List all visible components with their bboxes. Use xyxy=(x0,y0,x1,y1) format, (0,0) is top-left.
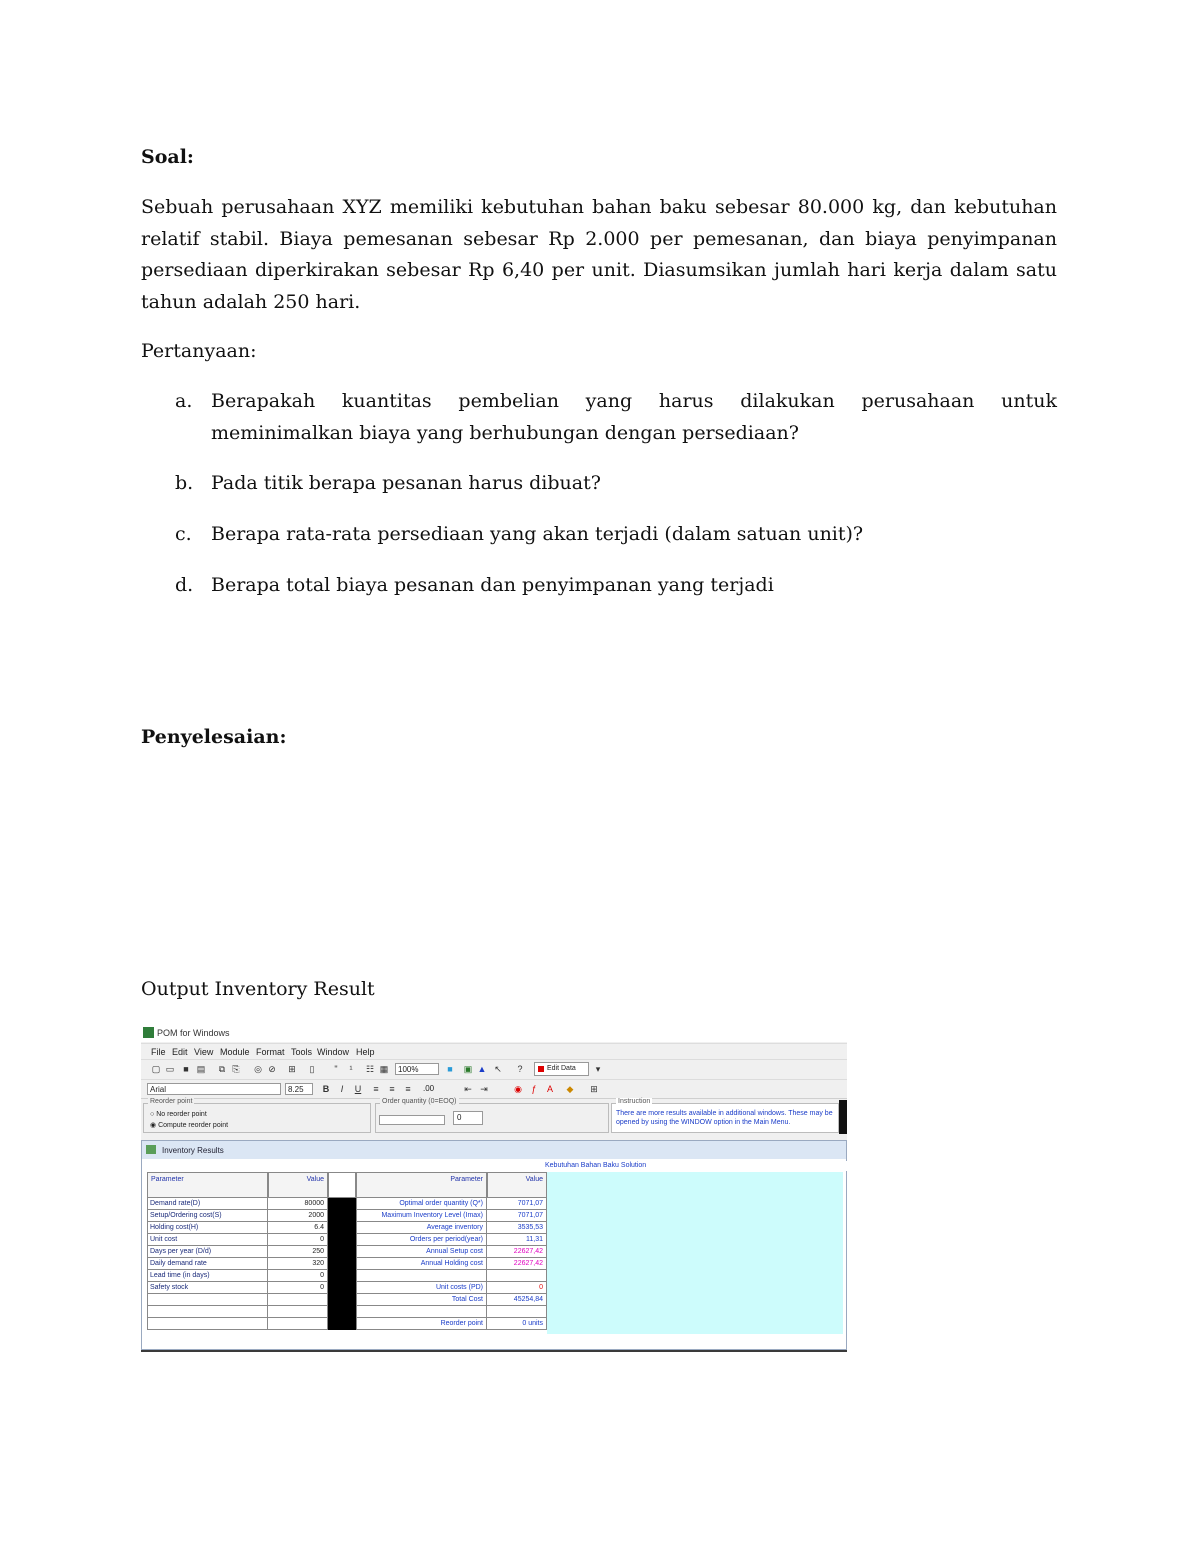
black-column xyxy=(328,1246,356,1258)
result-name xyxy=(356,1270,487,1282)
results-title: Inventory Results xyxy=(162,1146,224,1155)
no-reorder-radio[interactable]: ○ No reorder point xyxy=(150,1111,207,1118)
instruction-title: Instruction xyxy=(618,1098,651,1105)
chart-icon[interactable]: ■ xyxy=(447,1064,453,1074)
app-titlebar xyxy=(141,1024,847,1042)
result-value: 0 units xyxy=(487,1318,547,1330)
result-name: Orders per period(year) xyxy=(356,1234,487,1246)
cursor-icon[interactable]: ↖ xyxy=(494,1064,502,1074)
paste-icon[interactable]: ⎘ xyxy=(232,1064,240,1074)
triangle-icon[interactable]: ▲ xyxy=(477,1064,487,1074)
header-spacer xyxy=(328,1172,356,1198)
align-center-icon[interactable]: ≡ xyxy=(389,1084,395,1094)
soal-heading: Soal: xyxy=(141,146,194,168)
param-value[interactable] xyxy=(268,1306,328,1318)
stop-icon[interactable]: ⊘ xyxy=(268,1064,276,1074)
result-value: 3535,53 xyxy=(487,1222,547,1234)
param-name[interactable]: Setup/Ordering cost(S) xyxy=(147,1210,268,1222)
param-name[interactable] xyxy=(147,1318,268,1330)
sheet-icon[interactable]: ▦ xyxy=(379,1064,389,1074)
font-color-icon[interactable]: A xyxy=(546,1084,553,1094)
penyelesaian-heading: Penyelesaian: xyxy=(141,726,287,748)
result-name: Annual Setup cost xyxy=(356,1246,487,1258)
open-folder-icon[interactable]: ▭ xyxy=(165,1064,175,1074)
black-column xyxy=(328,1234,356,1246)
results-bottom-strip xyxy=(147,1334,843,1348)
copy-icon[interactable]: ⧉ xyxy=(218,1064,226,1074)
fill-color-icon[interactable]: ◆ xyxy=(566,1084,574,1094)
increase-decimal-icon[interactable]: ⇤ xyxy=(464,1084,472,1094)
solve-icon[interactable]: ◎ xyxy=(254,1064,262,1074)
black-column xyxy=(328,1210,356,1222)
param-name[interactable] xyxy=(147,1306,268,1318)
question-text: Pada titik berapa pesanan harus dibuat? xyxy=(211,472,601,494)
result-value: 7071,07 xyxy=(487,1198,547,1210)
calc-icon[interactable]: ▯ xyxy=(309,1064,315,1074)
bold-icon[interactable]: B xyxy=(322,1084,330,1094)
grid-icon[interactable]: ⊞ xyxy=(288,1064,296,1074)
result-name xyxy=(356,1306,487,1318)
decimal-format-select[interactable]: .00 xyxy=(423,1084,435,1093)
param-name[interactable]: Holding cost(H) xyxy=(147,1222,268,1234)
instruction-group xyxy=(611,1098,839,1133)
question-text: Berapa total biaya pesanan dan penyimpanan yang terjadi xyxy=(211,574,774,596)
param-value[interactable]: 80000 xyxy=(268,1198,328,1210)
decimal-icon[interactable]: ¹ xyxy=(349,1064,353,1074)
menu-help[interactable]: Help xyxy=(356,1047,375,1057)
align-right-icon[interactable]: ≡ xyxy=(405,1084,411,1094)
font-size-select[interactable]: 8.25 xyxy=(285,1083,313,1095)
format-toolbar xyxy=(141,1079,847,1099)
font-name-select[interactable]: Arial xyxy=(147,1083,281,1095)
param-value[interactable]: 0 xyxy=(268,1234,328,1246)
header-value-2: Value xyxy=(487,1172,547,1198)
header-parameter-2: Parameter xyxy=(356,1172,487,1198)
result-value: 45254,84 xyxy=(487,1294,547,1306)
param-name[interactable]: Demand rate(D) xyxy=(147,1198,268,1210)
result-name: Reorder point xyxy=(356,1318,487,1330)
param-value[interactable]: 0 xyxy=(268,1282,328,1294)
app-title: POM for Windows xyxy=(157,1028,230,1038)
fff-icon[interactable]: ƒ xyxy=(531,1084,537,1094)
pom-screenshot xyxy=(141,1024,847,1352)
stop-square-icon xyxy=(538,1066,544,1072)
header-parameter: Parameter xyxy=(147,1172,268,1198)
result-value: 0 xyxy=(487,1282,547,1294)
no-reorder-label: No reorder point xyxy=(156,1111,207,1118)
menu-view[interactable]: View xyxy=(194,1047,214,1057)
param-value[interactable] xyxy=(268,1318,328,1330)
result-value: 7071,07 xyxy=(487,1210,547,1222)
question-letter: a. xyxy=(175,390,193,412)
black-column xyxy=(328,1282,356,1294)
results-titlebar xyxy=(142,1141,846,1159)
param-name[interactable]: Safety stock xyxy=(147,1282,268,1294)
result-name: Annual Holding cost xyxy=(356,1258,487,1270)
order-quantity-scrollbar[interactable] xyxy=(379,1115,445,1125)
edit-data-button[interactable] xyxy=(534,1062,589,1076)
result-value xyxy=(487,1306,547,1318)
new-file-icon[interactable]: ▢ xyxy=(151,1064,161,1074)
black-column xyxy=(328,1222,356,1234)
param-value[interactable]: 2000 xyxy=(268,1210,328,1222)
black-column xyxy=(328,1294,356,1306)
menu-bar xyxy=(141,1043,847,1059)
save-icon[interactable]: ■ xyxy=(183,1064,189,1074)
param-value[interactable]: 320 xyxy=(268,1258,328,1270)
print-icon[interactable]: ▤ xyxy=(196,1064,206,1074)
app-logo-icon xyxy=(143,1027,154,1038)
underline-icon[interactable]: U xyxy=(354,1084,362,1094)
inventory-results-window xyxy=(141,1140,847,1350)
main-toolbar xyxy=(141,1059,847,1079)
order-quantity-input[interactable]: 0 xyxy=(453,1111,483,1125)
param-name[interactable]: Daily demand rate xyxy=(147,1258,268,1270)
black-column xyxy=(328,1306,356,1318)
black-column xyxy=(328,1318,356,1330)
results-window-icon xyxy=(146,1145,156,1154)
result-name: Maximum Inventory Level (Imax) xyxy=(356,1210,487,1222)
result-value: 22627,42 xyxy=(487,1246,547,1258)
results-table xyxy=(147,1172,547,1334)
result-name: Optimal order quantity (Q*) xyxy=(356,1198,487,1210)
order-quantity-title: Order quantity (0=EOQ) xyxy=(382,1098,457,1105)
target-icon[interactable]: ◉ xyxy=(514,1084,522,1094)
black-column xyxy=(328,1198,356,1210)
italic-icon[interactable]: I xyxy=(340,1084,344,1094)
output-label: Output Inventory Result xyxy=(141,978,375,1000)
panel-edge xyxy=(839,1100,847,1134)
table-icon[interactable]: ☷ xyxy=(365,1064,375,1074)
menu-format[interactable]: Format xyxy=(256,1047,285,1057)
param-name[interactable]: Lead time (in days) xyxy=(147,1270,268,1282)
chevron-down-icon[interactable]: ▾ xyxy=(595,1064,601,1074)
instruction-text: There are more results available in additional windows. These may be opened by using the WINDOW option in the Main Menu. xyxy=(616,1110,833,1126)
quote-icon[interactable]: " xyxy=(334,1064,338,1074)
align-left-icon[interactable]: ≡ xyxy=(373,1084,379,1094)
question-text: Berapa rata-rata persediaan yang akan terjadi (dalam satuan unit)? xyxy=(211,523,864,545)
param-value[interactable]: 0 xyxy=(268,1270,328,1282)
solution-caption: Kebutuhan Bahan Baku Solution xyxy=(545,1162,647,1169)
header-value: Value xyxy=(268,1172,328,1198)
result-value: 22627,42 xyxy=(487,1258,547,1270)
zoom-select[interactable]: 100% xyxy=(395,1063,439,1075)
borders-icon[interactable]: ⊞ xyxy=(590,1084,598,1094)
menu-edit[interactable]: Edit xyxy=(172,1047,188,1057)
result-value xyxy=(487,1270,547,1282)
soal-paragraph: Sebuah perusahaan XYZ memiliki kebutuhan bahan baku sebesar 80.000 kg, dan kebutuhan relatif stabil. Biaya pemesanan sebesar Rp 2.000 per pemesanan, dan biaya penyimpanan persediaan diperkirakan sebesar Rp 6,40 per unit. Diasumsikan jumlah hari kerja dalam satu tahun adalah 250 hari. xyxy=(141,196,1057,313)
menu-tools[interactable]: Tools xyxy=(291,1047,313,1057)
options-panel xyxy=(141,1098,847,1135)
black-column xyxy=(328,1258,356,1270)
solution-caption-bar xyxy=(147,1161,847,1171)
black-column xyxy=(328,1270,356,1282)
edit-data-label: Edit Data xyxy=(547,1065,576,1072)
menu-window[interactable]: Window xyxy=(317,1047,350,1057)
param-value[interactable]: 6.4 xyxy=(268,1222,328,1234)
result-name: Average inventory xyxy=(356,1222,487,1234)
decrease-decimal-icon[interactable]: ⇥ xyxy=(480,1084,488,1094)
pertanyaan-label: Pertanyaan: xyxy=(141,340,257,362)
reorder-point-group xyxy=(143,1098,371,1133)
compute-reorder-radio[interactable]: ◉ Compute reorder point xyxy=(150,1122,229,1129)
question-text: Berapakah kuantitas pembelian yang harus dilakukan perusahaan untuk meminimalkan biaya yang berhubungan dengan persediaan? xyxy=(211,390,1057,444)
param-name[interactable]: Days per year (D/d) xyxy=(147,1246,268,1258)
question-letter: d. xyxy=(175,574,194,596)
param-name[interactable] xyxy=(147,1294,268,1306)
result-name: Total Cost xyxy=(356,1294,487,1306)
reorder-group-title: Reorder point xyxy=(150,1098,193,1105)
menu-file[interactable]: File xyxy=(151,1047,166,1057)
compute-reorder-label: Compute reorder point xyxy=(158,1122,229,1129)
menu-module[interactable]: Module xyxy=(220,1047,250,1057)
question-letter: c. xyxy=(175,523,192,545)
question-letter: b. xyxy=(175,472,194,494)
empty-grid-area xyxy=(547,1172,843,1334)
param-name[interactable]: Unit cost xyxy=(147,1234,268,1246)
param-value[interactable] xyxy=(268,1294,328,1306)
calendar-icon[interactable]: ▣ xyxy=(463,1064,473,1074)
result-name: Unit costs (PD) xyxy=(356,1282,487,1294)
param-value[interactable]: 250 xyxy=(268,1246,328,1258)
help-icon[interactable]: ? xyxy=(517,1064,523,1074)
result-value: 11,31 xyxy=(487,1234,547,1246)
